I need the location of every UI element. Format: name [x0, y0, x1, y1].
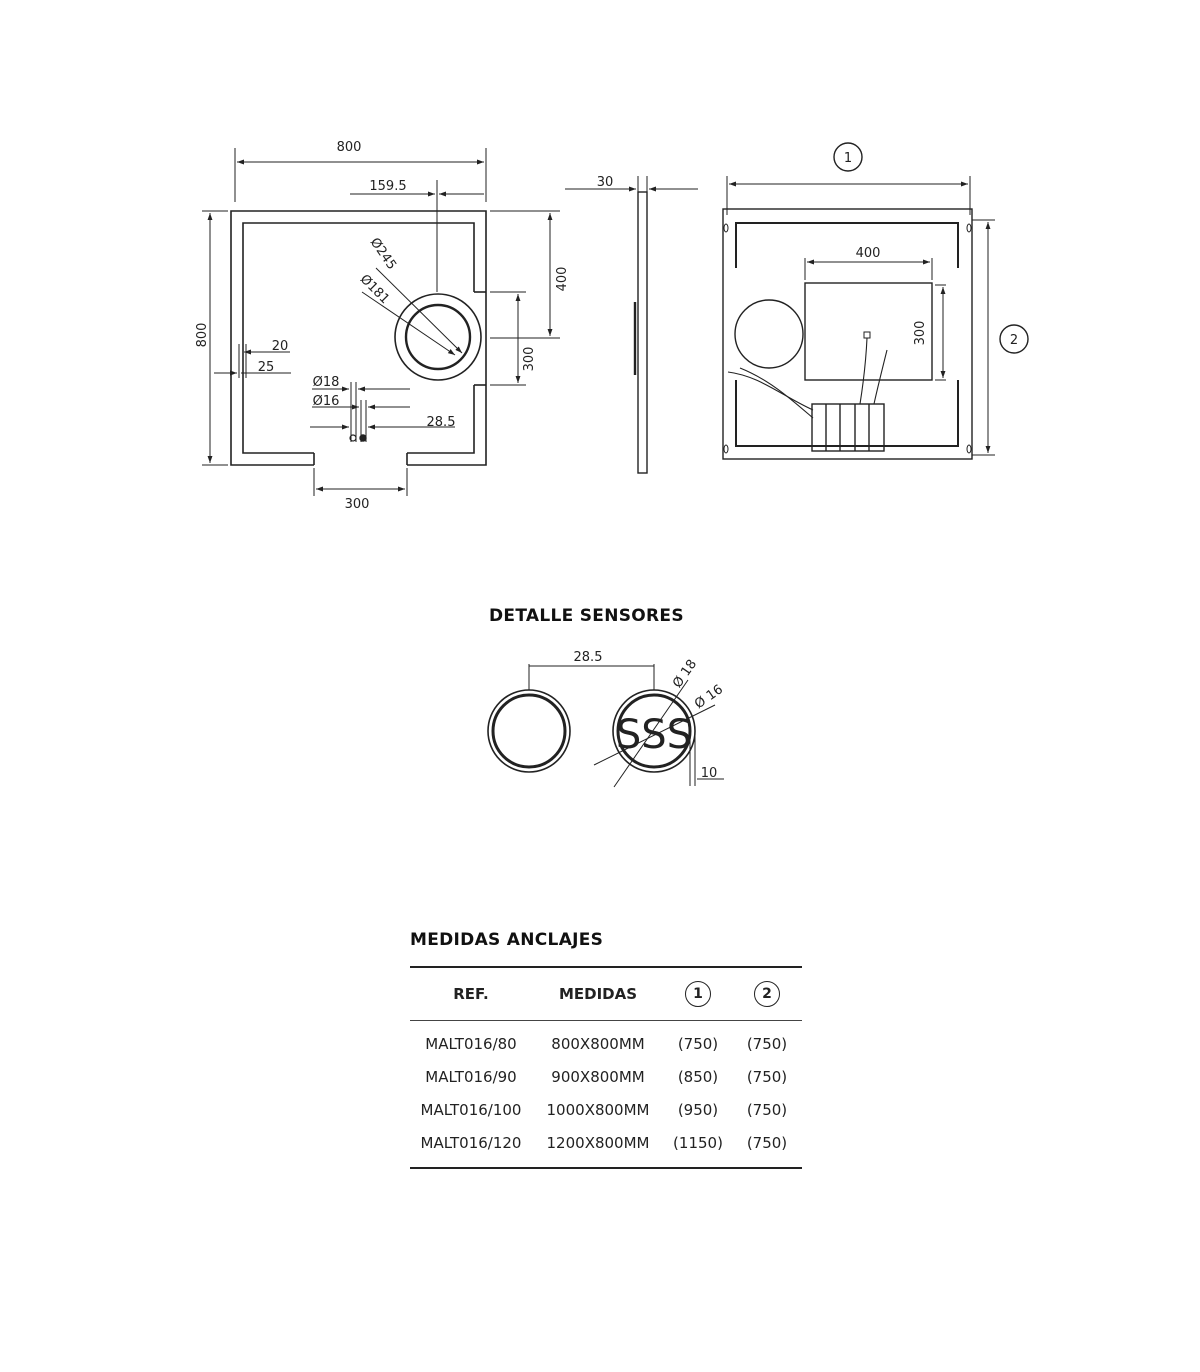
front-dimension-labels [195, 140, 570, 512]
detail-sensor-left-inner [493, 695, 565, 767]
front-sensor-spacing-label: 28.5 [426, 415, 456, 430]
front-sensor-16-label: Ø16 [312, 394, 340, 409]
cell-anchor-2: (750) [746, 1100, 788, 1119]
side-view [635, 192, 647, 473]
detail-dia-16-label: Ø 16 [692, 682, 726, 713]
anchor-1-badge: 1 [685, 981, 711, 1007]
cell-anchor-2: (750) [746, 1067, 788, 1086]
front-sensor-18-label: Ø18 [312, 375, 340, 390]
back-box-width-label: 400 [855, 246, 881, 261]
cell-anchor-2: (750) [746, 1133, 788, 1152]
back-magnifier [735, 300, 803, 368]
anchors-table-title: MEDIDAS ANCLAJES [410, 930, 604, 950]
detail-offset-label: 10 [700, 766, 718, 781]
col-ref-header: REF. [453, 985, 489, 1003]
cell-ref: MALT016/120 [420, 1133, 522, 1152]
cell-ref: MALT016/100 [420, 1100, 522, 1119]
col-medidas-header: MEDIDAS [558, 985, 638, 1003]
anchors-table [410, 966, 802, 1169]
front-dimensions [202, 148, 560, 496]
front-20-label: 20 [271, 339, 289, 354]
table-row [410, 1093, 802, 1126]
front-height-label: 800 [195, 322, 210, 348]
detail-spacing-label: 28.5 [573, 650, 603, 665]
cell-anchor-2: (750) [746, 1034, 788, 1053]
front-width-label: 800 [336, 140, 362, 155]
front-magnifier-outer-label: Ø245 [366, 235, 400, 273]
front-magnifier-inner [406, 305, 470, 369]
detail-sensor-left-outer [488, 690, 570, 772]
detail-sensor-text: SSS [615, 712, 693, 758]
side-thickness-label: 30 [596, 175, 614, 190]
back-connector-block [812, 404, 884, 451]
cell-medidas: 1000X800MM [546, 1100, 650, 1119]
detail-dia-18-label: Ø 18 [670, 657, 701, 691]
table-header-row [410, 967, 802, 1021]
front-right-300-label: 300 [522, 346, 537, 372]
table-row [410, 1126, 802, 1168]
back-dimensions [727, 143, 1028, 455]
cell-anchor-1: (950) [677, 1100, 719, 1119]
cell-medidas: 1200X800MM [546, 1133, 650, 1152]
anchor-1-label: 1 [843, 151, 853, 166]
side-profile [638, 192, 647, 473]
sensor-detail-title: DETALLE SENSORES [489, 606, 684, 626]
front-offset-label: 159.5 [369, 179, 407, 194]
table-row [410, 1021, 802, 1061]
front-magnifier-outer [395, 294, 481, 380]
col-anchor-2-header [732, 967, 802, 1021]
back-led-top [736, 223, 958, 268]
cell-ref: MALT016/80 [425, 1034, 517, 1053]
cell-medidas: 800X800MM [551, 1034, 645, 1053]
cell-anchor-1: (850) [677, 1067, 719, 1086]
cell-medidas: 900X800MM [551, 1067, 645, 1086]
cell-anchor-1: (1150) [673, 1133, 723, 1152]
sensor-detail-labels [574, 650, 726, 781]
back-view [723, 209, 972, 459]
anchor-2-badge: 2 [754, 981, 780, 1007]
front-25-label: 25 [257, 360, 275, 375]
table-row [410, 1060, 802, 1093]
cell-ref: MALT016/90 [425, 1067, 517, 1086]
back-led-bottom [736, 380, 958, 446]
front-right-400-label: 400 [555, 266, 570, 292]
col-anchor-1-header [664, 967, 732, 1021]
side-dimensions [565, 176, 698, 192]
anchor-2-label: 2 [1009, 333, 1019, 348]
back-box-height-label: 300 [913, 320, 928, 346]
front-magnifier-inner-label: Ø181 [356, 271, 393, 308]
cell-anchor-1: (750) [677, 1034, 719, 1053]
back-dimension-labels [844, 151, 1018, 348]
back-frame [723, 209, 972, 459]
front-bottom-gap-label: 300 [344, 497, 370, 512]
